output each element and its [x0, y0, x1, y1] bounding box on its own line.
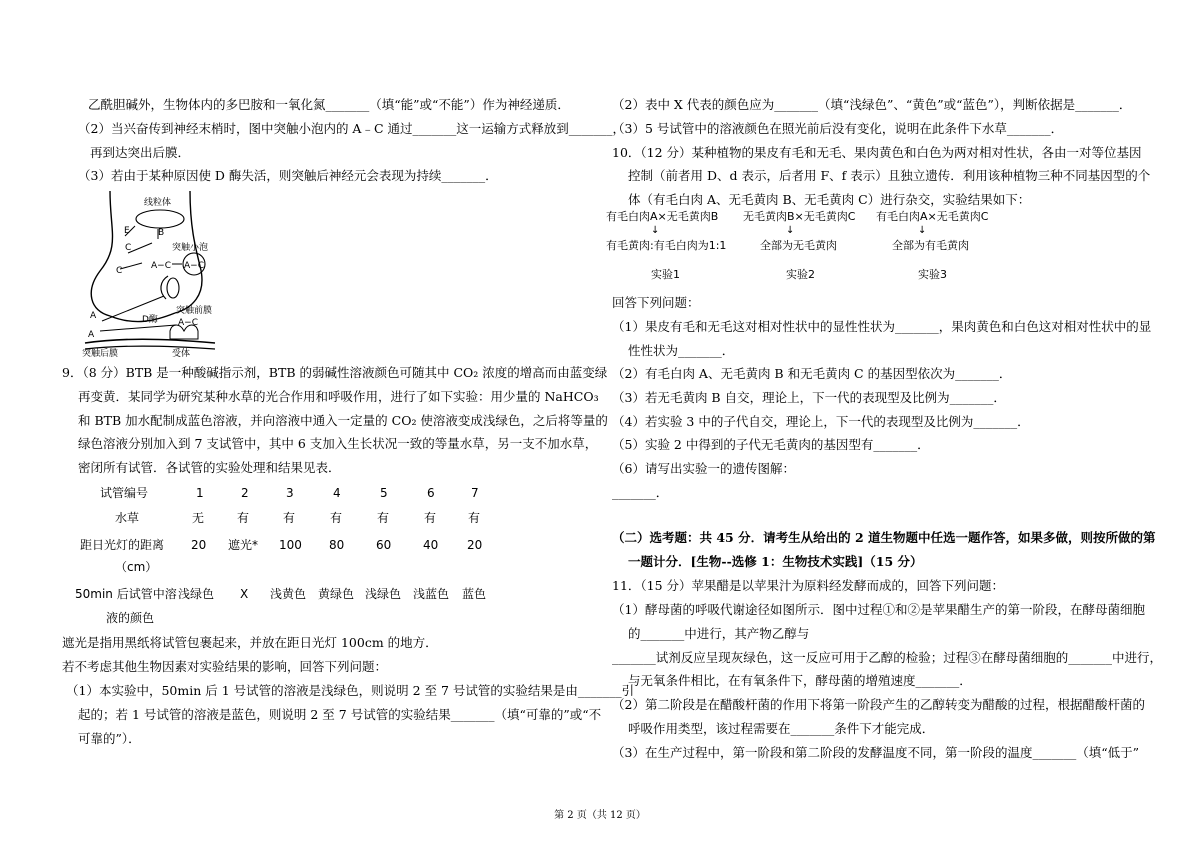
table-cell: 有 [424, 511, 437, 525]
cross-parents-3: 有毛白肉A×无毛黄肉C [876, 210, 989, 223]
label-ac: A−C [178, 318, 198, 328]
cross-offspring-3: 全部为有毛黄肉 [892, 239, 969, 252]
text-line: _______． [612, 485, 669, 500]
table-cell: 3 [286, 486, 294, 500]
table-cell: 7 [471, 486, 479, 500]
table-cell: 有 [283, 511, 296, 525]
table-cell: 2 [241, 486, 249, 500]
table-cell: 1 [196, 486, 204, 500]
text-line: 体（有毛白肉 A、无毛黄肉 B、无毛黄肉 C）进行杂交，实验结果如下： [628, 192, 1031, 207]
table-cell: 100 [279, 538, 302, 552]
text-line: 起的；若 1 号试管的溶液是蓝色，则说明 2 至 7 号试管的实验结果_______（填“可靠的”或“不 [78, 707, 602, 722]
text-line: （2）第二阶段是在醋酸杆菌的作用下将第一阶段产生的乙醇转变为醋酸的过程，根据醋酸杆菌的 [612, 697, 1145, 712]
table-cell: 有 [330, 511, 343, 525]
experiment-label-3: 实验3 [918, 268, 947, 281]
label-a: A [90, 311, 97, 321]
mito-label: 线粒体 [144, 198, 172, 208]
table-cell: 6 [427, 486, 435, 500]
table-cell: 蓝色 [462, 587, 487, 601]
label-ac: A−C [184, 261, 204, 271]
table-cell: 5 [380, 486, 388, 500]
table-cell: 浅黄色 [270, 587, 307, 601]
table-cell: 浅绿色 [178, 587, 215, 601]
table-cell: 20 [467, 538, 483, 552]
text-line: （3）5 号试管中的溶液颜色在照光前后没有变化，说明在此条件下水草_______． [612, 121, 1064, 136]
table-cell: 40 [423, 538, 439, 552]
text-line: 乙酰胆碱外，生物体内的多巴胺和一氧化氮_______（填“能”或“不能”）作为神经递质． [88, 97, 570, 112]
synapse-diagram [80, 191, 220, 359]
text-line: （1）本实验中，50min 后 1 号试管的溶液是浅绿色，则说明 2 至 7 号试管的实验结果是由_______引 [66, 683, 635, 698]
text-line: （1）果皮有毛和无毛这对相对性状中的显性性状为_______，果肉黄色和白色这对相对性状中的显 [612, 319, 1152, 334]
table-cell: 试管编号 [100, 486, 149, 500]
text-line: 回答下列问题： [612, 295, 700, 310]
question-9-line: 9．（8 分）BTB 是一种酸碱指示剂，BTB 的弱碱性溶液颜色可随其中 CO₂ 浓度的增高而由蓝变绿 [62, 365, 608, 380]
table-cell: 有 [468, 511, 481, 525]
table-cell: 无 [192, 511, 205, 525]
postsyn-label: 突触后膜 [82, 349, 119, 359]
label-c: C [116, 266, 123, 276]
cross-parents-1: 有毛白肉A×无毛黄肉B [606, 210, 719, 223]
table-cell: 80 [329, 538, 345, 552]
text-line: 密闭所有试管．各试管的实验处理和结果见表． [78, 460, 341, 475]
table-cell: 20 [191, 538, 207, 552]
arrow-down-icon: ↓ [651, 225, 660, 236]
text-line: 绿色溶液分别加入到 7 支试管中，其中 6 支加入生长状况一致的等量水草，另一支不加水草， [78, 436, 598, 451]
table-cell: X [240, 587, 249, 601]
label-b: B [158, 228, 165, 238]
text-line: 再变黄．某同学为研究某种水草的光合作用和呼吸作用，进行了如下实验：用少量的 NaHCO₃ [78, 389, 599, 404]
text-line: （3）在生产过程中，第一阶段和第二阶段的发酵温度不同，第一阶段的温度_______（填“低于” [612, 745, 1139, 760]
text-line: 和 BTB 加水配制成蓝色溶液，并向溶液中通入一定量的 CO₂ 使溶液变成浅绿色，之后将等量的 [78, 413, 608, 428]
experiment-label-2: 实验2 [786, 268, 815, 281]
text-line: 可靠的”）． [78, 731, 141, 746]
text-line: （2）表中 X 代表的颜色应为_______（填“浅绿色”、“黄色”或“蓝色”），判断依据是_______． [612, 97, 1132, 112]
text-line: （1）酵母菌的呼吸代谢途径如图所示．图中过程①和②是苹果醋生产的第一阶段，在酵母菌细胞 [612, 602, 1145, 617]
page-footer: 第 2 页（共 12 页） [554, 810, 646, 821]
cross-offspring-2: 全部为无毛黄肉 [760, 239, 837, 252]
text-line: （4）若实验 3 中的子代自交，理论上，下一代的表现型及比例为_______． [612, 414, 1030, 429]
text-line: （5）实验 2 中得到的子代无毛黄肉的基因型有_______． [612, 437, 930, 452]
table-cell: 50min 后试管中溶 [75, 587, 177, 601]
label-e: E [124, 226, 130, 236]
cross-parents-2: 无毛黄肉B×无毛黄肉C [743, 210, 856, 223]
table-cell: 黄绿色 [318, 587, 355, 601]
cross-offspring-1: 有毛黄肉:有毛白肉为1:1 [606, 239, 727, 252]
arrow-down-icon: ↓ [786, 225, 795, 236]
table-cell: 距日光灯的距离 [80, 538, 165, 552]
enzyme-label: D酶 [142, 315, 158, 325]
text-line: 控制（前者用 D、d 表示，后者用 F、f 表示）且独立遗传．利用该种植物三种不同基因型的个 [628, 168, 1151, 183]
text-line: 与无氧条件相比，在有氧条件下，酵母菌的增殖速度_______． [628, 673, 972, 688]
text-line: 呼吸作用类型，该过程需要在_______条件下才能完成． [628, 721, 935, 736]
section-heading: （二）选考题：共 45 分．请考生从给出的 2 道生物题中任选一题作答，如果多做，则按所做的第 [612, 530, 1156, 545]
table-cell: 遮光* [228, 538, 259, 552]
presyn-label: 突触前膜 [176, 306, 213, 316]
receptor-label: 受体 [172, 349, 191, 359]
question-11-line: 11．（15 分）苹果醋是以苹果汁为原料经发酵而成的，回答下列问题： [612, 578, 1005, 593]
table-cell: （cm） [115, 560, 158, 574]
table-cell: 有 [377, 511, 390, 525]
table-cell: 浅蓝色 [413, 587, 450, 601]
table-cell: 液的颜色 [106, 611, 155, 625]
vesicle-label: 突触小泡 [172, 243, 209, 253]
text-line: 再到达突出后膜． [90, 145, 191, 160]
table-cell: 浅绿色 [365, 587, 402, 601]
text-line: （2）当兴奋传到神经末梢时，图中突触小泡内的 A﹣C 通过_______这一运输方式释放到_______， [78, 121, 625, 136]
table-cell: 水草 [115, 511, 140, 525]
text-line: （2）有毛白肉 A、无毛黄肉 B 和无毛黄肉 C 的基因型依次为_______． [612, 366, 1012, 381]
table-cell: 4 [333, 486, 341, 500]
text-line: _______试剂反应呈现灰绿色，这一反应可用于乙醇的检验；过程③在酵母菌细胞的_______中进行， [612, 650, 1163, 665]
section-heading: 一题计分．[生物--选修 1：生物技术实践]（15 分） [628, 554, 923, 569]
label-c: C [125, 243, 132, 253]
text-line: （6）请写出实验一的遗传图解： [612, 461, 795, 476]
text-line: （3）若由于某种原因使 D 酶失活，则突触后神经元会表现为持续_______． [78, 168, 498, 183]
text-line: （3）若无毛黄肉 B 自交，理论上，下一代的表现型及比例为_______． [612, 390, 1006, 405]
arrow-down-icon: ↓ [918, 225, 927, 236]
text-line: 遮光是指用黑纸将试管包裹起来，并放在距日光灯 100cm 的地方． [62, 635, 438, 650]
question-10-line: 10．（12 分）某种植物的果皮有毛和无毛、果肉黄色和白色为两对相对性状，各由一对等位基因 [612, 145, 1142, 160]
experiment-label-1: 实验1 [651, 268, 680, 281]
table-cell: 60 [376, 538, 392, 552]
text-line: 的_______中进行，其产物乙醇与 [628, 626, 810, 641]
table-cell: 有 [237, 511, 250, 525]
cross-experiments [606, 210, 1006, 290]
label-a: A [88, 330, 95, 340]
label-ac: A−C [151, 261, 171, 271]
text-line: 若不考虑其他生物因素对实验结果的影响，回答下列问题： [62, 659, 388, 674]
text-line: 性性状为_______． [628, 343, 735, 358]
